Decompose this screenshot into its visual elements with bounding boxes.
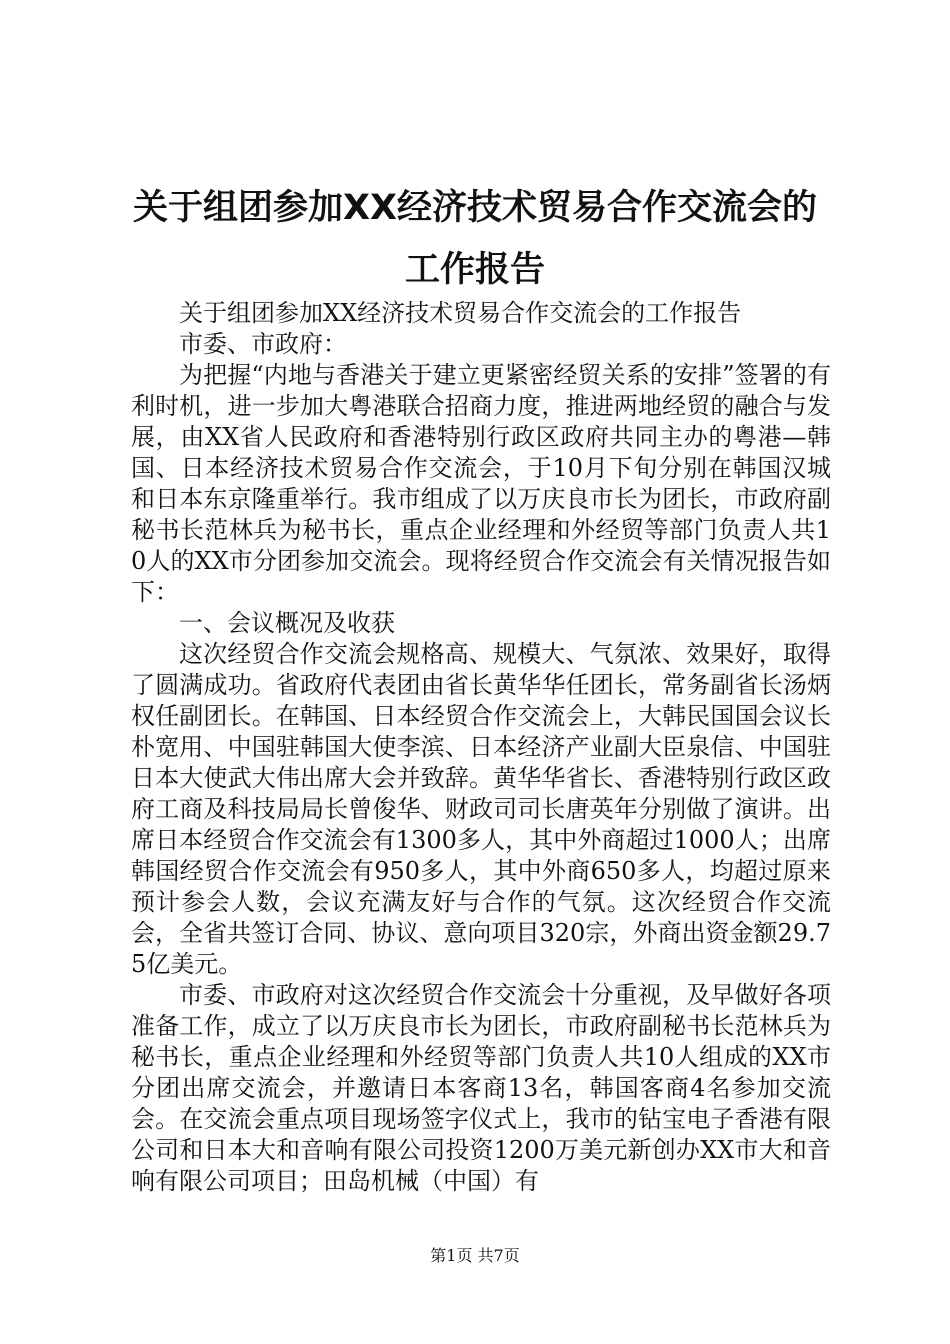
body-paragraph-addressee: 市委、市政府： [179, 330, 347, 358]
body-paragraph-subject: 关于组团参加XX经济技术贸易合作交流会的工作报告 [179, 299, 742, 327]
section-heading-1: 一、会议概况及收获 [179, 609, 395, 637]
body-paragraph-overview: 这次经贸合作交流会规格高、规模大、气氛浓、效果好，取得了圆满成功。省政府代表团由省长黄华华任团长，常务副省长汤炳权任副团长。在韩国、日本经贸合作交流会上，大韩民国国会议长朴宽用、中国驻韩国大使李滨、日本经济产业副大臣泉信、中国驻日本大使武大伟出席大会并致辞。黄华华省长、香港特别行政区政府工商及科技局局长曾俊华、财政司司长唐英年分别做了演讲。出席日本经贸合作交流会有1300多人，其中外商超过1000人；出席韩国经贸合作交流会有950多人，其中外商650多人，均超过原来预计参会人数，会议充满友好与合作的气氛。这次经贸合作交流会，全省共签订合同、协议、意向项目320宗，外商出资金额29.75亿美元。 [131, 640, 831, 978]
document-body [131, 298, 831, 1197]
body-paragraph-city-delegation: 市委、市政府对这次经贸合作交流会十分重视，及早做好各项准备工作，成立了以万庆良市长为团长，市政府副秘书长范林兵为秘书长，重点企业经理和外经贸等部门负责人共10人组成的XX市分团出席交流会，并邀请日本客商13名，韩国客商4名参加交流会。在交流会重点项目现场签字仪式上，我市的钻宝电子香港有限公司和日本大和音响有限公司投资1200万美元新创办XX市大和音响有限公司项目；田岛机械（中国）有 [131, 981, 831, 1195]
body-paragraph-intro: 为把握“内地与香港关于建立更紧密经贸关系的安排”签署的有利时机，进一步加大粤港联合招商力度，推进两地经贸的融合与发展，由XX省人民政府和香港特别行政区政府共同主办的粤港—韩国、日本经济技术贸易合作交流会，于10月下旬分别在韩国汉城和日本东京隆重举行。我市组成了以万庆良市长为团长，市政府副秘书长范林兵为秘书长，重点企业经理和外经贸等部门负责人共10人的XX市分团参加交流会。现将经贸合作交流会有关情况报告如下： [131, 361, 831, 606]
document-title-line-2: 工作报告 [404, 250, 545, 290]
page-footer: 第1页 共7页 [430, 1246, 520, 1265]
document-title-line-1: 关于组团参加XX经济技术贸易合作交流会的 [133, 188, 817, 228]
